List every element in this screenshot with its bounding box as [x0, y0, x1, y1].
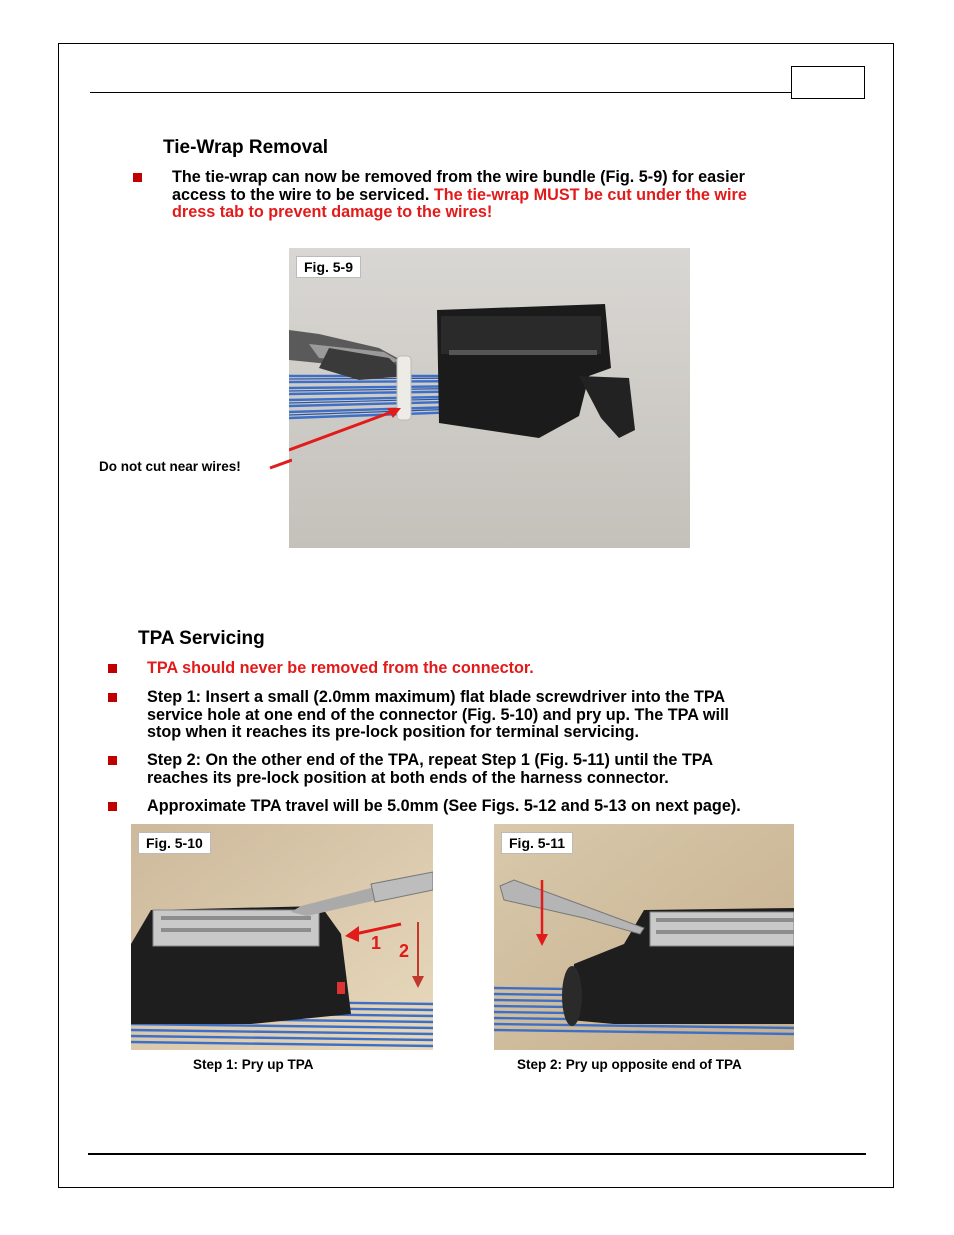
callout-do-not-cut: Do not cut near wires!	[99, 459, 241, 474]
text-line: The tie-wrap can now be removed from the wire bundle (Fig. 5-9) for easier	[172, 168, 745, 186]
fig-5-9-photo	[289, 248, 690, 548]
fig-5-11-photo	[494, 824, 794, 1050]
text-line: Step 1: Insert a small (2.0mm maximum) flat blade screwdriver into the TPA	[147, 688, 726, 706]
bullet-square-icon	[108, 693, 117, 702]
tpa-travel	[147, 798, 741, 816]
tpa-step-1	[147, 689, 729, 742]
tie-wrap-heading: Tie-Wrap Removal	[163, 137, 329, 158]
text-line: TPA should never be removed from the connector.	[147, 659, 534, 677]
tpa-heading: TPA Servicing	[138, 628, 265, 649]
bullet-square-icon	[133, 173, 142, 182]
arrow-label-2: 2	[399, 941, 410, 961]
fig-5-10-label: Fig. 5-10	[138, 832, 211, 854]
tpa-step-2	[147, 752, 713, 787]
fig-5-11-caption: Step 2: Pry up opposite end of TPA	[517, 1057, 742, 1072]
bullet-square-icon	[108, 802, 117, 811]
warning-text: The tie-wrap MUST be cut under the wire	[429, 185, 747, 204]
warning-text: dress tab to prevent damage to the wires!	[172, 203, 493, 221]
bullet-square-icon	[108, 756, 117, 765]
text-line: stop when it reaches its pre-lock position for terminal servicing.	[147, 723, 640, 741]
header-rule	[90, 92, 792, 93]
arrow-label-1: 1	[371, 933, 382, 953]
page-number-box	[791, 66, 865, 99]
callout-arrow	[268, 448, 292, 470]
text-line: Approximate TPA travel will be 5.0mm (See Figs. 5-12 and 5-13 on next page).	[147, 797, 741, 815]
fig-5-10-photo	[131, 824, 433, 1050]
text-line: service hole at one end of the connector (Fig. 5-10) and pry up. The TPA will	[147, 705, 729, 724]
text-line: Step 2: On the other end of the TPA, repeat Step 1 (Fig. 5-11) until the TPA	[147, 751, 714, 769]
footer-rule	[88, 1153, 866, 1155]
fig-5-11-label: Fig. 5-11	[501, 832, 573, 854]
text-line: reaches its pre-lock position at both ends of the harness connector.	[147, 768, 669, 787]
tpa-warning	[147, 660, 534, 678]
bullet-square-icon	[108, 664, 117, 673]
fig-5-9-label: Fig. 5-9	[296, 256, 361, 278]
text-line: access to the wire to be serviced. The tie-wrap MUST be cut under the wire	[172, 185, 747, 204]
tie-wrap-instruction	[172, 169, 747, 222]
fig-5-10-caption: Step 1: Pry up TPA	[193, 1057, 314, 1072]
